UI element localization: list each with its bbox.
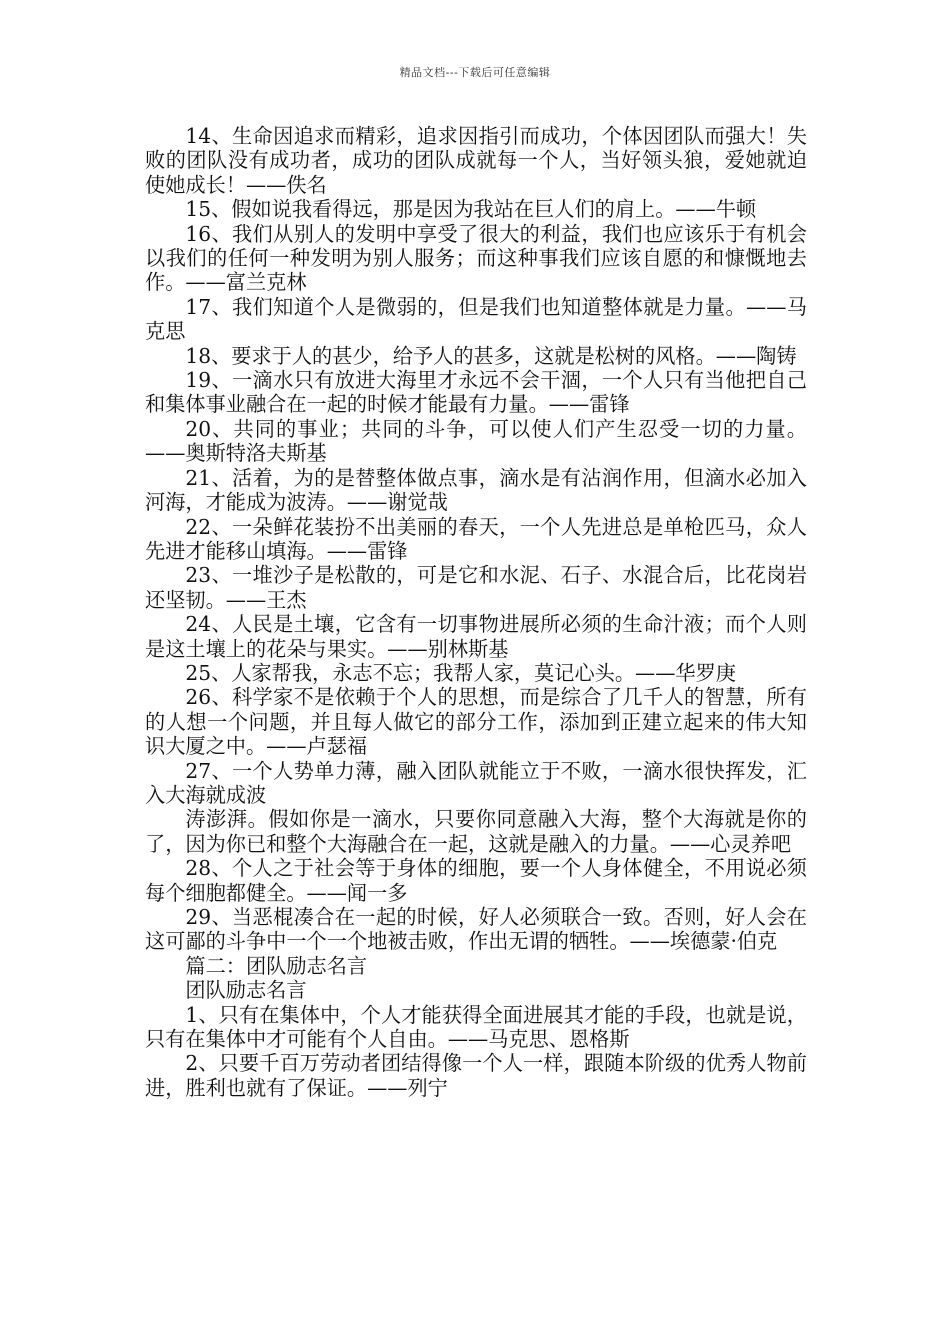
quote-25: 25、人家帮我，永志不忘；我帮人家，莫记心头。——华罗庚 (185, 660, 736, 685)
quote-17: 17、我们知道个人是微弱的，但是我们也知道整体就是力量。——马克思 (145, 294, 807, 344)
quote-28: 28、个人之于社会等于身体的细胞，要一个人身体健全，不用说必须每个细胞都健全。——闻一多 (145, 856, 807, 905)
quote-27-continued: 涛澎湃。假如你是一滴水，只要你同意融入大海，整个大海就是你的了，因为你已和整个大海融合在一起，这就是融入的力量。——心灵养吧 (145, 807, 807, 856)
section-title: 团队励志名言 (185, 978, 307, 1003)
quote-1: 1、只有在集体中，个人才能获得全面进展其才能的手段，也就是说，只有在集体中才可能有个人自由。——马克思、恩格斯 (145, 1002, 807, 1052)
quote-21: 21、活着，为的是替整体做点事，滴水是有沾润作用，但滴水必加入河海，才能成为波涛。——谢觉哉 (145, 465, 807, 515)
quote-26: 26、科学家不是依赖于个人的思想，而是综合了几千人的智慧，所有的人想一个问题，并且每人做它的部分工作，添加到正建立起来的伟大知识大厦之中。——卢瑟福 (145, 685, 807, 759)
quote-20: 20、共同的事业；共同的斗争，可以使人们产生忍受一切的力量。——奥斯特洛夫斯基 (145, 416, 807, 466)
section-heading: 篇二：团队励志名言 (185, 953, 368, 978)
quote-23: 23、一堆沙子是松散的，可是它和水泥、石子、水混合后，比花岗岩还坚韧。——王杰 (145, 563, 807, 612)
quote-14: 14、生命因追求而精彩，追求因指引而成功，个体因团队而强大！失败的团队没有成功者，成功的团队成就每一个人，当好领头狼，爱她就迫使她成长！——佚名 (145, 124, 807, 197)
quote-18: 18、要求于人的甚少，给予人的甚多，这就是松树的风格。——陶铸 (185, 343, 797, 368)
quote-15: 15、假如说我看得远，那是因为我站在巨人们的肩上。——牛顿 (185, 197, 757, 222)
quote-19: 19、一滴水只有放进大海里才永远不会干涸，一个人只有当他把自己和集体事业融合在一起的时候才能最有力量。——雷锋 (145, 368, 807, 417)
quote-22: 22、一朵鲜花装扮不出美丽的春天，一个人先进总是单枪匹马，众人先进才能移山填海。——雷锋 (145, 514, 807, 563)
page-header: 精品文档---下载后可任意编辑 (399, 66, 551, 79)
quote-27: 27、一个人势单力薄，融入团队就能立于不败，一滴水很快挥发，汇入大海就成波 (145, 758, 807, 807)
quote-16: 16、我们从别人的发明中享受了很大的利益，我们也应该乐于有机会以我们的任何一种发明为别人服务；而这种事我们应该自愿的和慷慨地去作。——富兰克林 (145, 221, 807, 295)
quote-24: 24、人民是土壤，它含有一切事物进展所必须的生命汁液；而个人则是这土壤上的花朵与果实。——别林斯基 (145, 612, 807, 661)
quote-29: 29、当恶棍凑合在一起的时候，好人必须联合一致。否则，好人会在这可鄙的斗争中一个一个地被击败，作出无谓的牺牲。——埃德蒙·伯克 (145, 905, 807, 954)
document-body (145, 124, 807, 1100)
quote-2: 2、只要千百万劳动者团结得像一个人一样，跟随本阶级的优秀人物前进，胜利也就有了保证。——列宁 (145, 1051, 807, 1100)
